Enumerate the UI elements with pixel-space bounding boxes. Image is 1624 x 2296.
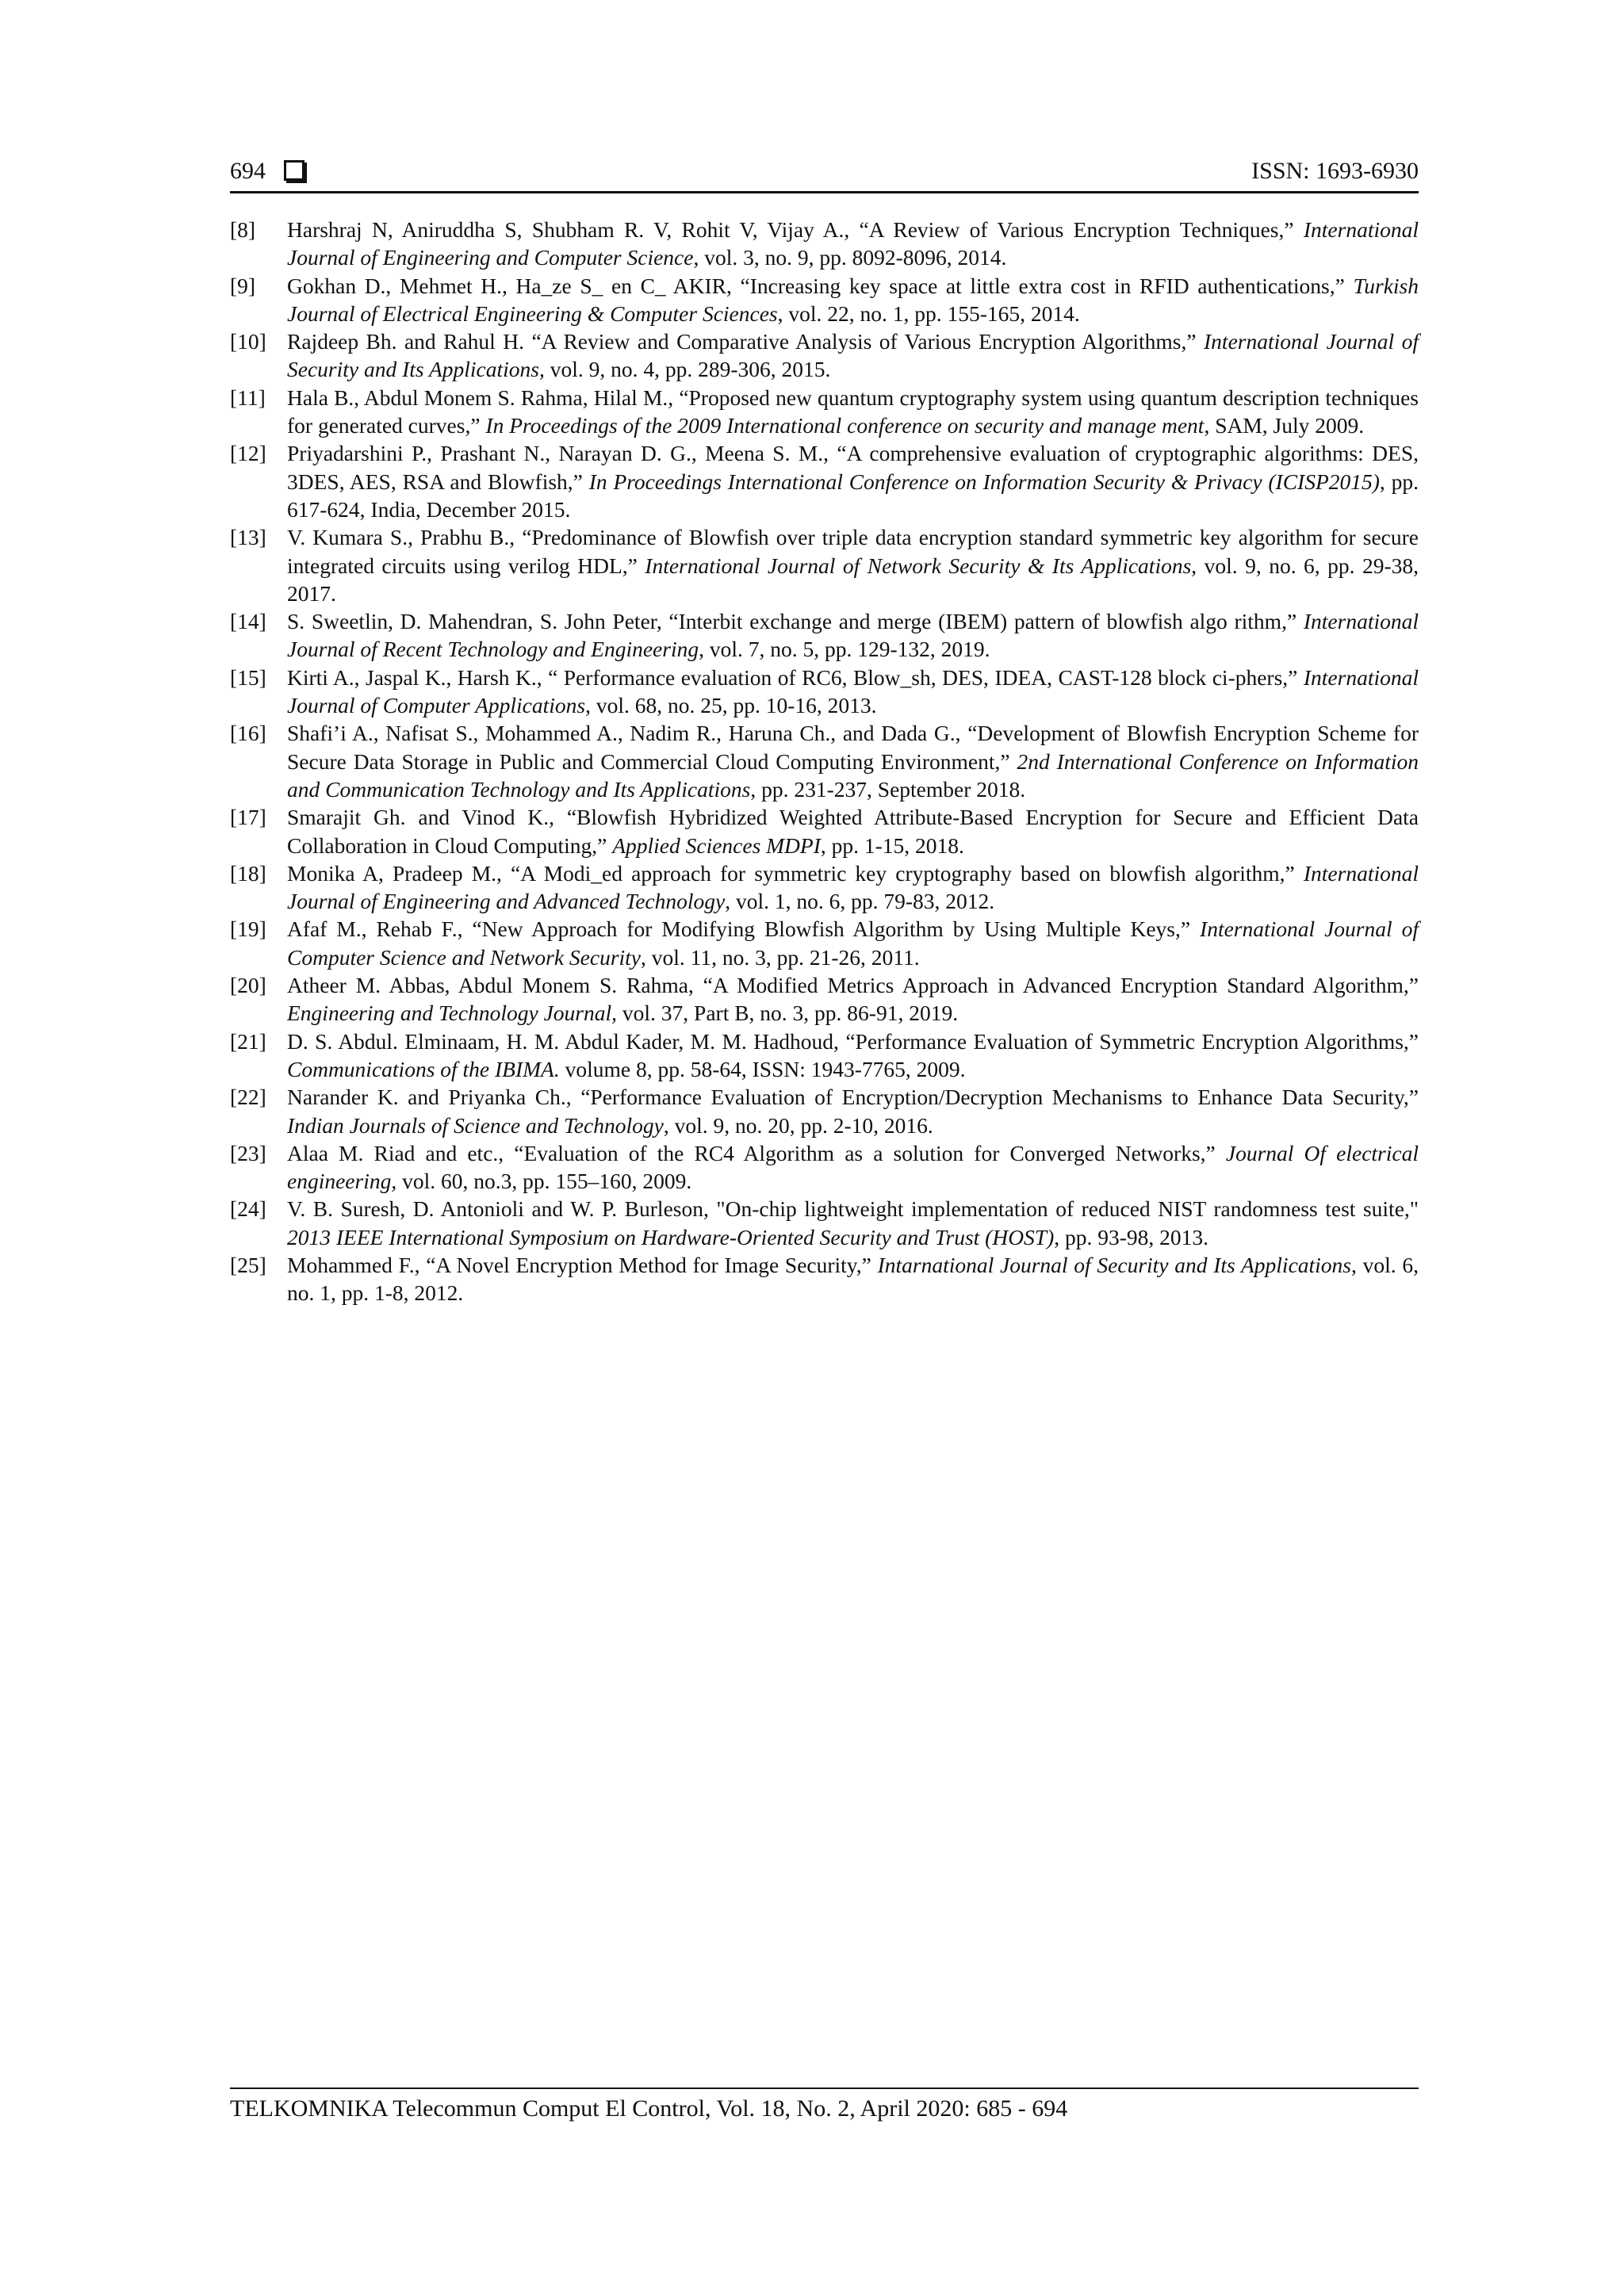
reference-details: , vol. 9, no. 6, pp. 29-38, 2017. [287,553,1419,606]
reference-details: , pp. 93-98, 2013. [1054,1224,1209,1249]
reference-text: Kirti A., Jaspal K., Harsh K., “ Performance evaluation of RC6, Blow_sh, DES, IDEA, CAST-128 block ci-phers,” [287,664,1304,690]
reference-source: International Journal of Security and Its Applications, [287,329,1419,382]
reference-number: [13] [230,525,266,550]
reference-text: Harshraj N, Aniruddha S, Shubham R. V, Rohit V, Vijay A., “A Review of Various Encryption Techniques,” [287,217,1304,242]
reference-text: Hala B., Abdul Monem S. Rahma, Hilal M., “Proposed new quantum cryptography system using quantum description techniques for generated curves,” [287,385,1419,438]
reference-details: , vol. 1, no. 6, pp. 79-83, 2012. [725,889,995,914]
reference-details: , vol. 3, no. 9, pp. 8092-8096, 2014. [693,245,1007,270]
reference-text: S. Sweetlin, D. Mahendran, S. John Peter, “Interbit exchange and merge (IBEM) pattern of blowfish algo rithm,” [287,609,1304,634]
reference-source: Indian Journals of Science and Technology [287,1112,664,1138]
reference-source: International Journal of Computer Science and Network Security [287,916,1419,970]
reference-number: [23] [230,1140,266,1165]
reference-number: [17] [230,805,266,830]
reference-source: International Journal of Network Security & Its Applications [645,553,1192,578]
reference-number: [24] [230,1196,266,1222]
reference-details: vol. 60, no.3, pp. 155–160, 2009. [396,1169,692,1194]
reference-details: , SAM, July 2009. [1204,413,1365,438]
reference-source: In Proceedings International Conference on Information Security & Privacy (ICISP2015) [588,469,1380,494]
reference-details: , pp. 231-237, September 2018. [750,776,1026,802]
reference-details: , vol. 6, no. 1, pp. 1-8, 2012. [287,1252,1419,1306]
reference-source: Communications of the IBIMA. [287,1056,560,1081]
reference-item [230,607,1419,664]
page-header [230,155,1419,190]
reference-details: , vol. 7, no. 5, pp. 129-132, 2019. [699,637,990,662]
reference-item [230,971,1419,1027]
reference-item [230,1083,1419,1139]
reference-number: [11] [230,385,266,410]
reference-details: , pp. 617-624, India, December 2015. [287,469,1419,522]
reference-text: Gokhan D., Mehmet H., Ha_ze S_ en C_ AKIR, “Increasing key space at little extra cost in RFID authentications,” [287,273,1354,298]
reference-details: , vol. 9, no. 20, pp. 2-10, 2016. [663,1112,933,1138]
reference-item [230,859,1419,916]
reference-details: vol. 9, no. 4, pp. 289-306, 2015. [544,357,831,382]
page-footer: TELKOMNIKA Telecommun Comput El Control, Vol. 18, No. 2, April 2020: 685 - 694 [230,2095,1068,2122]
reference-item [230,523,1419,607]
reference-item [230,1195,1419,1251]
reference-text: Atheer M. Abbas, Abdul Monem S. Rahma, “A Modified Metrics Approach in Advanced Encryption Standard Algorithm,” [287,973,1419,998]
reference-details: , vol. 22, no. 1, pp. 155-165, 2014. [777,300,1080,326]
reference-item [230,1251,1419,1307]
reference-text: V. B. Suresh, D. Antonioli and W. P. Burleson, "On-chip lightweight implementation of reduced NIST randomness test suite," [287,1196,1419,1222]
reference-details: , pp. 1-15, 2018. [820,832,964,858]
reference-text: Rajdeep Bh. and Rahul H. “A Review and Comparative Analysis of Various Encryption Algorithms,” [287,329,1205,354]
reference-source: Intarnational Journal of Security and Its Applications [877,1252,1352,1277]
reference-number: [15] [230,664,266,690]
reference-item [230,1027,1419,1084]
reference-number: [18] [230,860,266,886]
reference-number: [14] [230,609,266,634]
reference-text: Smarajit Gh. and Vinod K., “Blowfish Hybridized Weighted Attribute-Based Encryption for Secure and Efficient Data Collaboration in Cloud Computing,” [287,805,1419,858]
reference-details: volume 8, pp. 58-64, ISSN: 1943-7765, 2009. [559,1056,966,1081]
reference-text: Narander K. and Priyanka Ch., “Performance Evaluation of Encryption/Decryption Mechanisms to Enhance Data Security,” [287,1085,1419,1110]
reference-text: Mohammed F., “A Novel Encryption Method for Image Security,” [287,1252,878,1277]
reference-details: , vol. 11, no. 3, pp. 21-26, 2011. [641,944,920,970]
reference-source: International Journal of Recent Technology and Engineering [287,609,1419,662]
reference-details: , vol. 68, no. 25, pp. 10-16, 2013. [585,693,877,718]
reference-source: Journal Of electrical engineering, [287,1140,1419,1194]
reference-item [230,1139,1419,1196]
reference-details: vol. 37, Part B, no. 3, pp. 86-91, 2019. [617,1001,959,1026]
reference-item [230,216,1419,272]
reference-item [230,719,1419,803]
reference-source: Turkish Journal of Electrical Engineering & Computer Sciences [287,273,1419,326]
reference-number: [12] [230,441,266,466]
reference-text: Monika A, Pradeep M., “A Modi_ed approach for symmetric key cryptography based on blowfish algorithm,” [287,860,1304,886]
reference-text: Alaa M. Riad and etc., “Evaluation of the RC4 Algorithm as a solution for Converged Networks,” [287,1140,1226,1165]
page-number: 694 [230,158,266,184]
square-box-icon [284,160,304,181]
reference-text: Afaf M., Rehab F., “New Approach for Modifying Blowfish Algorithm by Using Multiple Keys,” [287,916,1201,942]
reference-number: [10] [230,329,266,354]
reference-number: [21] [230,1028,266,1054]
reference-source: 2nd International Conference on Information and Communication Technology and Its Applications [287,748,1419,802]
reference-item [230,327,1419,384]
reference-source: 2013 IEEE International Symposium on Hardware-Oriented Security and Trust (HOST) [287,1224,1055,1249]
reference-text: V. Kumara S., Prabhu B., “Predominance of Blowfish over triple data encryption standard symmetric key algorithm for secure integrated circuits using verilog HDL,” [287,525,1419,578]
reference-source: Applied Sciences MDPI [612,832,821,858]
reference-item [230,803,1419,859]
reference-number: [22] [230,1085,266,1110]
reference-text: Priyadarshini P., Prashant N., Narayan D. G., Meena S. M., “A comprehensive evaluation of cryptographic algorithms: DES, 3DES, AES, RSA and Blowfish,” [287,441,1419,494]
reference-number: [20] [230,973,266,998]
reference-source: International Journal of Computer Applications [287,664,1419,718]
reference-number: [9] [230,273,256,298]
issn-label: ISSN: 1693-6930 [1251,158,1419,184]
reference-text: Shafi’i A., Nafisat S., Mohammed A., Nadim R., Haruna Ch., and Dada G., “Development of Blowfish Encryption Scheme for Secure Data Storage in Public and Commercial Cloud Computing Environment,” [287,721,1419,774]
reference-item [230,272,1419,328]
reference-item [230,439,1419,523]
reference-list [230,216,1419,1307]
reference-number: [8] [230,217,256,242]
reference-source: In Proceedings of the 2009 International conference on security and manage ment [485,413,1205,438]
reference-item [230,915,1419,971]
reference-number: [25] [230,1252,266,1277]
footer-divider [230,2087,1419,2089]
reference-source: International Journal of Engineering and Advanced Technology [287,860,1419,914]
reference-source: International Journal of Engineering and Computer Science [287,217,1419,270]
reference-text: D. S. Abdul. Elminaam, H. M. Abdul Kader, M. M. Hadhoud, “Performance Evaluation of Symmetric Encryption Algorithms,” [287,1028,1419,1054]
header-divider [230,191,1419,193]
reference-number: [16] [230,721,266,746]
reference-number: [19] [230,916,266,942]
reference-item [230,384,1419,440]
reference-source: Engineering and Technology Journal, [287,1001,618,1026]
reference-item [230,664,1419,720]
